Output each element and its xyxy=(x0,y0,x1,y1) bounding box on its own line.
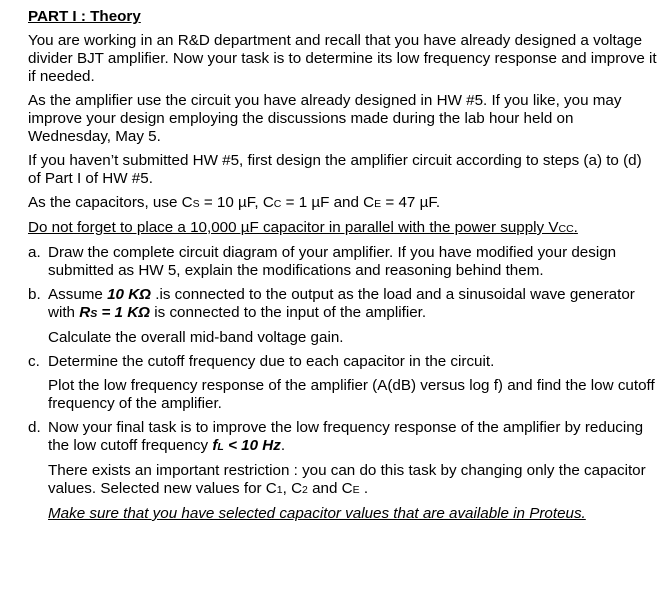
task-marker: c. xyxy=(28,353,40,370)
task-text xyxy=(48,419,658,456)
ce-subscript: E xyxy=(374,198,382,210)
task-text: Determine the cutoff frequency due to each capacitor in the circuit. xyxy=(48,353,495,370)
c2-subscript: 2 xyxy=(302,484,308,496)
text-run: . xyxy=(359,480,369,497)
text-run: .is connected to the output as the load and a sinusoidal wave generator with xyxy=(48,286,635,321)
fl-subscript: L xyxy=(217,441,224,453)
load-value: 10 KΩ xyxy=(107,286,152,303)
intro-paragraph: You are working in an R&D department and recall that you have already designed a voltage divider BJT amplifier. Now your task is to determine its low frequency response and improve it if needed. xyxy=(28,32,657,85)
note-text: Do not forget to place a 10,000 µF capacitor in parallel with the power supply V xyxy=(28,219,559,236)
section-title: PART I : Theory xyxy=(28,8,141,25)
hw5-paragraph: As the amplifier use the circuit you have already designed in HW #5. If you like, you may improve your design employing the discussions made during the lab hour held on Wednesday, May 5. xyxy=(28,92,622,145)
rs-value: = 1 KΩ xyxy=(97,304,151,321)
task-a xyxy=(28,244,658,280)
text-run: Assume xyxy=(48,286,108,303)
task-extra: Plot the low frequency response of the amplifier (A(dB) versus log f) and find the low cutoff frequency of the amplifier. xyxy=(48,377,655,412)
task-b xyxy=(28,286,658,347)
task-marker: b. xyxy=(28,286,41,303)
task-text xyxy=(48,286,658,323)
text-run: Now your final task is to improve the low frequency response of the amplifier by reducing the low cutoff frequency xyxy=(48,419,644,454)
task-d xyxy=(28,419,658,523)
ce-value: = 47 µF. xyxy=(381,194,441,211)
task-marker: a. xyxy=(28,244,41,261)
cs-subscript: S xyxy=(192,198,200,210)
task-extra: Calculate the overall mid-band voltage gain. xyxy=(48,329,344,346)
note-end: . xyxy=(573,219,578,236)
caps-pre: As the capacitors, use C xyxy=(28,194,193,211)
task-text: Draw the complete circuit diagram of your amplifier. If you have modified your design submitted as HW 5, explain the modifications and reasoning behind them. xyxy=(48,244,617,279)
text-run: and C xyxy=(307,480,353,497)
restriction-text xyxy=(48,462,658,499)
cc-value: = 1 µF and C xyxy=(281,194,375,211)
ce-subscript: E xyxy=(352,484,360,496)
fl-symbol: f xyxy=(212,437,218,454)
rs-symbol: R xyxy=(79,304,91,321)
proteus-note: Make sure that you have selected capacitor values that are available in Proteus. xyxy=(48,505,586,522)
task-marker: d. xyxy=(28,419,41,436)
task-c xyxy=(28,353,658,413)
no-hw5-paragraph: If you haven’t submitted HW #5, first design the amplifier circuit according to steps (a) to (d) of Part I of HW #5. xyxy=(28,152,642,187)
capacitor-values xyxy=(28,194,658,213)
cs-value: = 10 µF, C xyxy=(199,194,274,211)
text-run: . xyxy=(280,437,286,454)
c1-subscript: 1 xyxy=(276,484,283,496)
document-body xyxy=(28,8,658,529)
text-run: , C xyxy=(282,480,303,497)
task-list xyxy=(28,244,658,523)
fl-value: < 10 Hz xyxy=(223,437,281,454)
text-run: There exists an important restriction : you can do this task by changing only the capacitor values. Selected new values for C xyxy=(48,462,646,497)
text-run: is connected to the input of the amplifier. xyxy=(150,304,427,321)
supply-capacitor-note xyxy=(28,219,658,238)
cc-subscript: C xyxy=(273,198,282,210)
vcc-subscript: CC xyxy=(558,223,574,235)
rs-subscript: S xyxy=(90,308,98,320)
